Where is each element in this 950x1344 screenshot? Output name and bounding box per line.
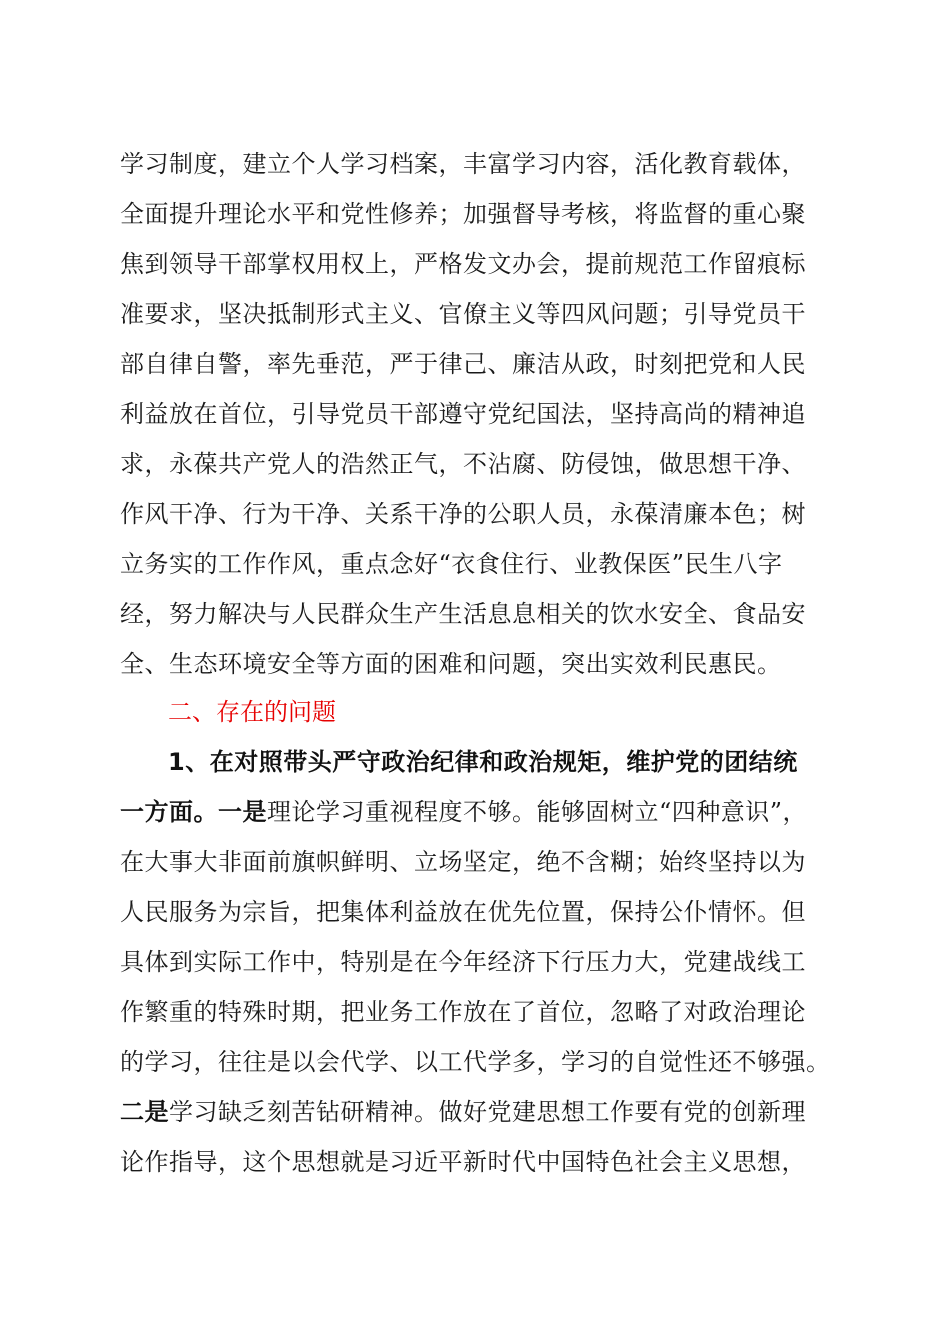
body-line: 在大事大非面前旗帜鲜明、立场坚定，绝不含糊；始终坚持以为	[120, 848, 806, 876]
point-title-line: 1、在对照带头严守政治纪律和政治规矩，维护党的团结统	[168, 748, 798, 776]
body-line: 的学习，往往是以会代学、以工代学多，学习的自觉性还不够强。	[120, 1048, 831, 1076]
body-line: 论作指导，这个思想就是习近平新时代中国特色社会主义思想，	[120, 1148, 806, 1176]
body-line: 全、生态环境安全等方面的困难和问题，突出实效利民惠民。	[120, 650, 782, 678]
section-heading: 二、存在的问题	[168, 698, 336, 726]
body-line: 利益放在首位，引导党员干部遵守党纪国法，坚持高尚的精神追	[120, 400, 806, 428]
body-line: 作风干净、行为干净、关系干净的公职人员，永葆清廉本色；树	[120, 500, 806, 528]
body-line: 准要求，坚决抵制形式主义、官僚主义等四风问题；引导党员干	[120, 300, 806, 328]
body-line: 求，永葆共产党人的浩然正气，不沾腐、防侵蚀，做思想干净、	[120, 450, 806, 478]
body-line: 焦到领导干部掌权用权上，严格发文办会，提前规范工作留痕标	[120, 250, 806, 278]
sub-text-one: 理论学习重视程度不够。能够固树立“四种意识”，	[267, 798, 808, 826]
body-line: 立务实的工作作风，重点念好“衣食住行、业教保医”民生八字	[120, 550, 783, 578]
sub-label-two: 二是	[120, 1098, 169, 1126]
point-title-tail: 一方面。	[120, 798, 218, 826]
point-line-mixed	[120, 794, 807, 830]
body-line: 经，努力解决与人民群众生产生活息息相关的饮水安全、食品安	[120, 600, 806, 628]
body-line: 全面提升理论水平和党性修养；加强督导考核，将监督的重心聚	[120, 200, 806, 228]
body-line: 作繁重的特殊时期，把业务工作放在了首位，忽略了对政治理论	[120, 998, 806, 1026]
body-line: 人民服务为宗旨，把集体利益放在优先位置，保持公仆情怀。但	[120, 898, 806, 926]
body-line: 部自律自警，率先垂范，严于律己、廉洁从政，时刻把党和人民	[120, 350, 806, 378]
body-line: 学习制度，建立个人学习档案，丰富学习内容，活化教育载体，	[120, 150, 806, 178]
sub-label-one: 一是	[218, 798, 267, 826]
body-line: 具体到实际工作中，特别是在今年经济下行压力大，党建战线工	[120, 948, 806, 976]
sub-text-two: 学习缺乏刻苦钻研精神。做好党建思想工作要有党的创新理	[169, 1098, 806, 1126]
point-line-mixed	[120, 1094, 806, 1130]
